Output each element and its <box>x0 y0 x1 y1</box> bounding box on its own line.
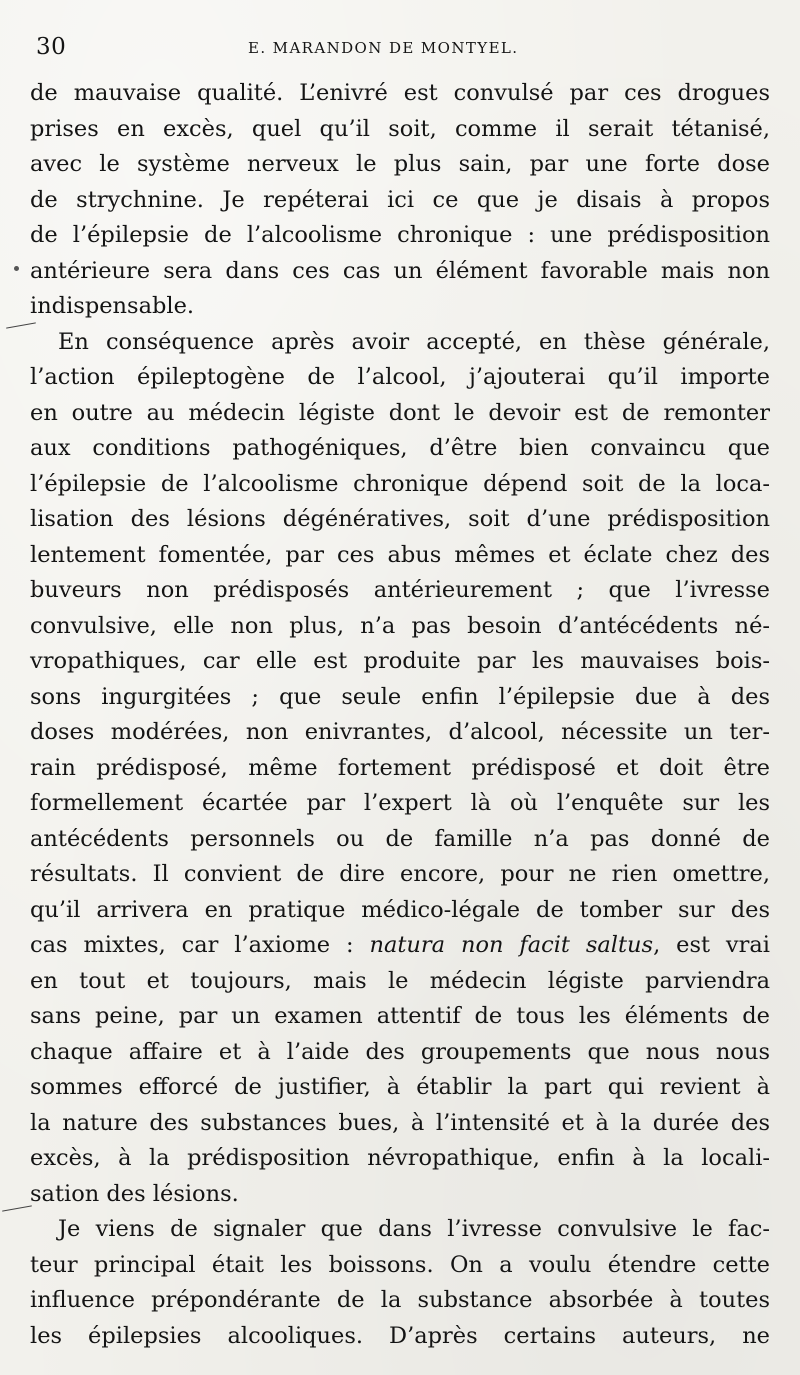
text-line: résultats. Il convient de dire encore, pour ne rien omettre, <box>30 861 770 887</box>
text-line: prises en excès, quel qu’il soit, comme il serait tétanisé, <box>30 115 770 142</box>
text-line: en tout et toujours, mais le médecin légiste parviendra <box>30 967 770 994</box>
text-line: de l’épilepsie de l’alcoolisme chronique : une prédisposition <box>30 222 770 248</box>
text-line: excès, à la prédisposition névropathique, enfin à la locali- <box>30 1145 770 1171</box>
text-line: sans peine, par un examen attentif de tous les éléments de <box>30 1003 770 1029</box>
text-line: de mauvaise qualité. L’enivré est convulsé par ces drogues <box>30 80 770 106</box>
text-line: antécédents personnels ou de famille n’a pas donné de <box>30 825 770 852</box>
paragraph-start-line: En conséquence après avoir accepté, en thèse générale, <box>58 328 770 355</box>
page-number: 30 <box>36 34 67 60</box>
text-line: en outre au médecin légiste dont le devoir est de remonter <box>30 399 770 426</box>
text-line: la nature des substances bues, à l’intensité et à la durée des <box>30 1109 770 1136</box>
text-line: antérieure sera dans ces cas un élément favorable mais non <box>30 257 770 284</box>
margin-dot <box>14 266 19 271</box>
text-line: sons ingurgitées ; que seule enfin l’épilepsie due à des <box>30 683 770 710</box>
text-line: rain prédisposé, même fortement prédisposé et doit être <box>30 754 770 781</box>
text-line: buveurs non prédisposés antérieurement ; que l’ivresse <box>30 577 770 603</box>
text-line: vropathiques, car elle est produite par les mauvaises bois- <box>30 648 770 674</box>
text-fragment: cas mixtes, car l’axiome : <box>30 932 370 958</box>
text-line: qu’il arrivera en pratique médico-légale de tomber sur des <box>30 896 770 923</box>
running-head: E. MARANDON DE MONTYEL. <box>248 39 519 57</box>
text-line: aux conditions pathogéniques, d’être bien convaincu que <box>30 435 770 461</box>
text-line: l’épilepsie de l’alcoolisme chronique dépend soit de la loca- <box>30 470 770 497</box>
text-line: lisation des lésions dégénératives, soit d’une prédisposition <box>30 506 770 532</box>
paragraph-start-line: Je viens de signaler que dans l’ivresse convulsive le fac- <box>58 1216 770 1242</box>
text-line: doses modérées, non enivrantes, d’alcool, nécessite un ter- <box>30 719 770 745</box>
text-line: formellement écartée par l’expert là où l’enquête sur les <box>30 790 770 816</box>
text-line: convulsive, elle non plus, n’a pas besoin d’antécédents né- <box>30 612 770 639</box>
text-line: influence prépondérante de la substance absorbée à toutes <box>30 1287 770 1313</box>
latin-phrase: natura non facit saltus <box>369 932 654 958</box>
text-line: chaque affaire et à l’aide des groupements que nous nous <box>30 1038 770 1065</box>
page-header <box>36 34 536 70</box>
paragraph-end-line: indispensable. <box>30 293 195 319</box>
text-line-with-latin <box>30 928 770 964</box>
paragraph-end-line: sation des lésions. <box>30 1180 239 1207</box>
text-line: les épilepsies alcooliques. D’après certains auteurs, ne <box>30 1322 770 1349</box>
margin-stroke <box>2 1205 32 1211</box>
text-fragment: , est vrai <box>653 932 770 958</box>
text-line: de strychnine. Je repéterai ici ce que je disais à propos <box>30 186 770 213</box>
body-text <box>30 76 770 1354</box>
text-line: avec le système nerveux le plus sain, par une forte dose <box>30 151 770 177</box>
text-line: l’action épileptogène de l’alcool, j’ajouterai qu’il importe <box>30 364 770 390</box>
text-line: sommes efforcé de justifier, à établir la part qui revient à <box>30 1074 770 1100</box>
text-line: lentement fomentée, par ces abus mêmes et éclate chez des <box>30 541 770 568</box>
text-line: teur principal était les boissons. On a voulu étendre cette <box>30 1251 770 1278</box>
